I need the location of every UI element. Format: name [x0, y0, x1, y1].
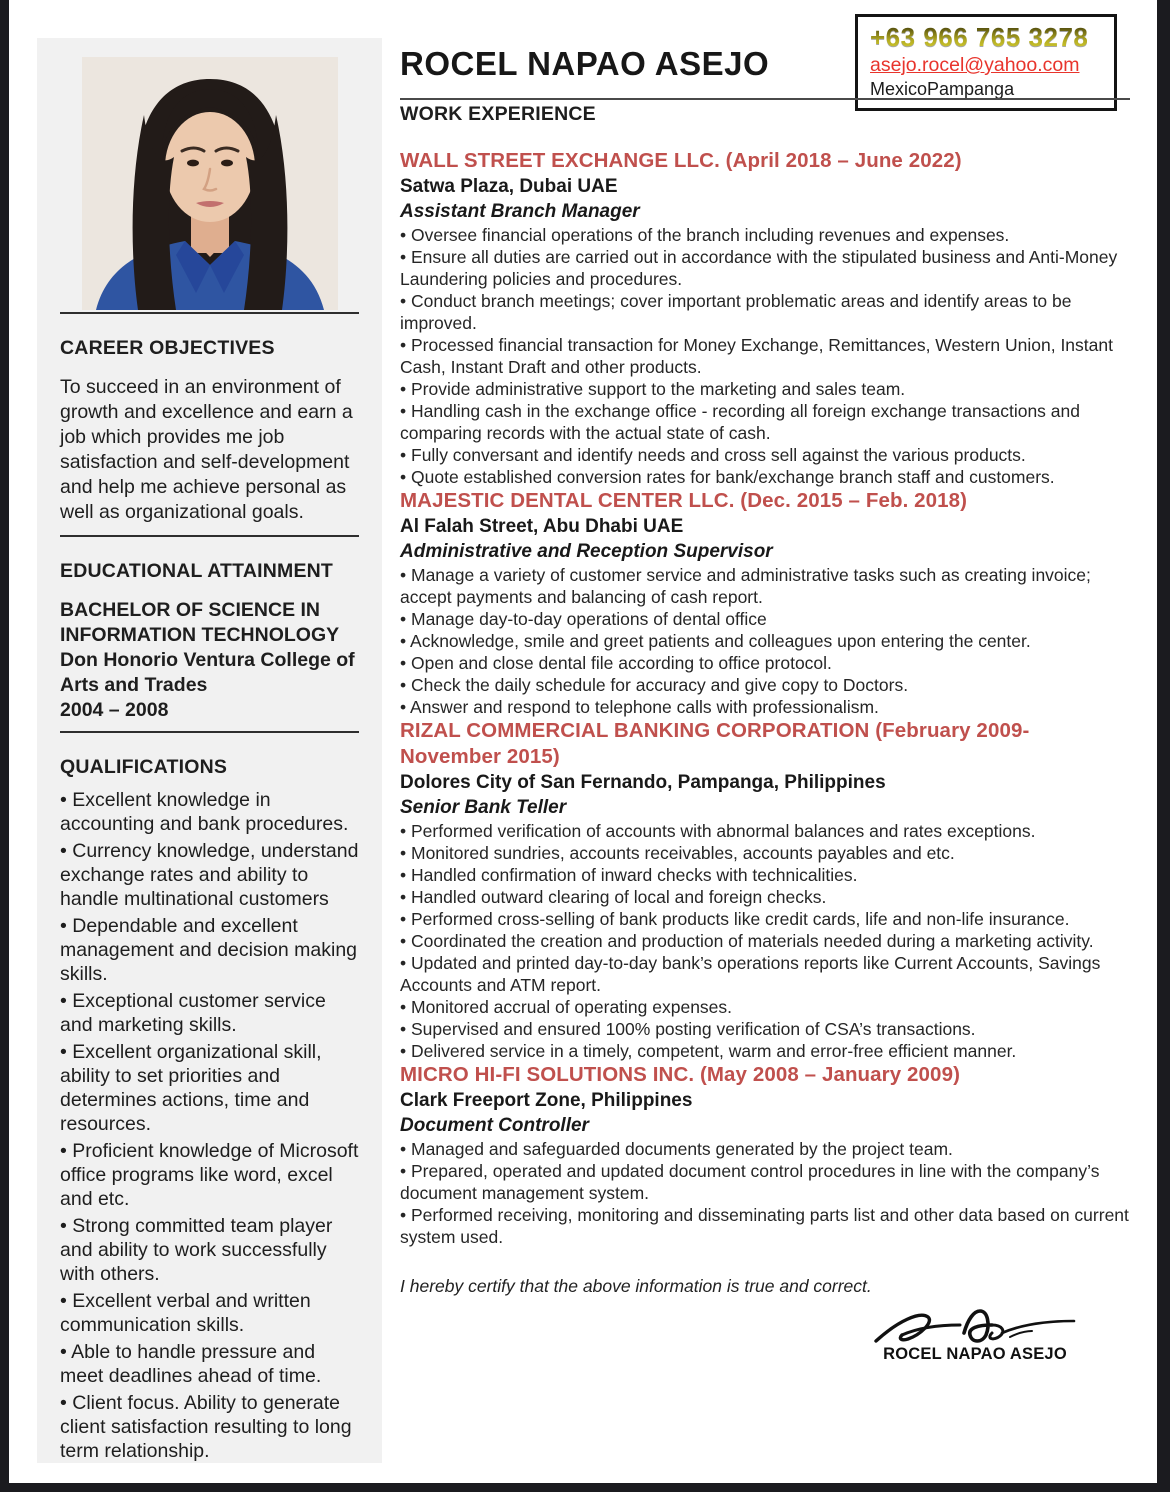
page-edge-bottom: [0, 1483, 1170, 1492]
qualification-item: • Exceptional customer service and marketing skills.: [60, 989, 359, 1037]
job-bullet: • Performed cross-selling of bank products like credit cards, life and non-life insurance.: [400, 908, 1130, 930]
job-bullet: • Acknowledge, smile and greet patients and colleagues upon entering the center.: [400, 630, 1130, 652]
job-section-wall-street: [400, 148, 1130, 488]
qualifications-title: QUALIFICATIONS: [60, 756, 228, 778]
job-bullet: • Conduct branch meetings; cover important problematic areas and identify areas to be improved.: [400, 290, 1130, 334]
qualification-item: • Client focus. Ability to generate client satisfaction resulting to long term relationship.: [60, 1391, 359, 1463]
job-bullet: • Handled outward clearing of local and foreign checks.: [400, 886, 1130, 908]
job-bullet: • Ensure all duties are carried out in accordance with the stipulated business and Anti-Money Laundering policies and procedures.: [400, 246, 1130, 290]
job-bullet: • Oversee financial operations of the branch including revenues and expenses.: [400, 224, 1130, 246]
job-title: RIZAL COMMERCIAL BANKING CORPORATION (February 2009-November 2015): [400, 719, 1030, 768]
job-role: Senior Bank Teller: [400, 797, 567, 818]
sidebar-panel: [37, 38, 382, 1463]
degree-line: BACHELOR OF SCIENCE IN: [60, 599, 321, 621]
qualification-item: • Dependable and excellent management and decision making skills.: [60, 914, 359, 986]
job-section-majestic-dental: [400, 488, 1130, 718]
section-divider: [60, 535, 359, 537]
page-title: ROCEL NAPAO ASEJO: [400, 45, 770, 82]
education-title: EDUCATIONAL ATTAINMENT: [60, 560, 334, 582]
qualification-item: • Proficient knowledge of Microsoft office programs like word, excel and etc.: [60, 1139, 359, 1211]
qualifications-list: [60, 788, 359, 1463]
qualification-item: • Excellent knowledge in accounting and bank procedures.: [60, 788, 359, 836]
certification-statement: I hereby certify that the above information is true and correct.: [400, 1276, 872, 1296]
signature-name: ROCEL NAPAO ASEJO: [883, 1345, 1067, 1363]
location-text: MexicoPampanga: [870, 79, 1015, 99]
job-bullet: • Monitored sundries, accounts receivables, accounts payables and etc.: [400, 842, 1130, 864]
job-bullet: • Processed financial transaction for Money Exchange, Remittances, Western Union, Instant Cash, Instant Draft and other products.: [400, 334, 1130, 378]
qualification-item: • Able to handle pressure and meet deadlines ahead of time.: [60, 1340, 359, 1388]
school-line: Don Honorio Ventura College of: [60, 649, 355, 671]
job-location: Satwa Plaza, Dubai UAE: [400, 176, 618, 197]
job-bullet: • Answer and respond to telephone calls with professionalism.: [400, 696, 1130, 718]
job-role: Assistant Branch Manager: [400, 201, 640, 222]
work-experience-heading: WORK EXPERIENCE: [400, 103, 596, 125]
career-objectives-text: To succeed in an environment of growth and excellence and earn a job which provides me job satisfaction and self-development and help me achieve personal as well as organizational goals.: [60, 376, 353, 523]
job-section-micro-hifi: [400, 1062, 1130, 1248]
job-bullet: • Check the daily schedule for accuracy and give copy to Doctors.: [400, 674, 1130, 696]
job-bullet: • Open and close dental file according to office protocol.: [400, 652, 1130, 674]
degree-line: INFORMATION TECHNOLOGY: [60, 624, 340, 646]
job-title: WALL STREET EXCHANGE LLC. (April 2018 – June 2022): [400, 149, 962, 172]
qualification-item: • Strong committed team player and ability to work successfully with others.: [60, 1214, 359, 1286]
photo-divider: [60, 312, 359, 314]
signature-block: [850, 1303, 1100, 1364]
job-bullet: • Supervised and ensured 100% posting verification of CSA’s transactions.: [400, 1018, 1130, 1040]
job-bullet: • Prepared, operated and updated document control procedures in line with the company’s document management system.: [400, 1160, 1130, 1204]
page-edge-left: [0, 0, 9, 1492]
job-bullet: • Manage day-to-day operations of dental office: [400, 608, 1130, 630]
job-bullet: • Performed verification of accounts with abnormal balances and rates exceptions.: [400, 820, 1130, 842]
job-bullet: • Monitored accrual of operating expenses.: [400, 996, 1130, 1018]
qualification-item: • Currency knowledge, understand exchange rates and ability to handle multinational customers: [60, 839, 359, 911]
job-bullet: • Managed and safeguarded documents generated by the project team.: [400, 1138, 1130, 1160]
job-bullet: • Quote established conversion rates for bank/exchange branch staff and customers.: [400, 466, 1130, 488]
qualification-item: • Excellent verbal and written communication skills.: [60, 1289, 359, 1337]
education-years: 2004 – 2008: [60, 699, 169, 721]
qualification-item: • Excellent organizational skill, ability to set priorities and determines actions, time and resources.: [60, 1040, 359, 1136]
job-location: Dolores City of San Fernando, Pampanga, Philippines: [400, 772, 886, 793]
job-bullet: • Manage a variety of customer service and administrative tasks such as creating invoice; accept payments and balancing of cash report.: [400, 564, 1130, 608]
job-bullet: • Coordinated the creation and production of materials needed during a marketing activity.: [400, 930, 1130, 952]
email-link[interactable]: asejo.rocel@yahoo.com: [870, 54, 1080, 76]
job-bullet: • Provide administrative support to the marketing and sales team.: [400, 378, 1130, 400]
phone-number: +63 966 765 3278: [870, 22, 1102, 53]
career-objectives-title: CAREER OBJECTIVES: [60, 337, 275, 359]
job-title: MAJESTIC DENTAL CENTER LLC. (Dec. 2015 – Feb. 2018): [400, 489, 968, 512]
section-divider: [60, 731, 359, 733]
job-bullet: • Performed receiving, monitoring and disseminating parts list and other data based on current system used.: [400, 1204, 1130, 1248]
job-bullet: • Fully conversant and identify needs and cross sell against the various products.: [400, 444, 1130, 466]
page-edge-right: [1157, 0, 1170, 1492]
job-title: MICRO HI-FI SOLUTIONS INC. (May 2008 – January 2009): [400, 1063, 960, 1086]
education-block: [60, 598, 359, 723]
job-bullet: • Handling cash in the exchange office - recording all foreign exchange transactions and comparing records with the actual state of cash.: [400, 400, 1130, 444]
main-column: [400, 44, 1130, 1364]
job-role: Document Controller: [400, 1115, 589, 1136]
job-role: Administrative and Reception Supervisor: [400, 541, 773, 562]
job-section-rcbc: [400, 718, 1130, 1062]
job-bullet: • Handled confirmation of inward checks with technicalities.: [400, 864, 1130, 886]
job-bullet: • Delivered service in a timely, competent, warm and error-free efficient manner.: [400, 1040, 1130, 1062]
portrait-photo: [82, 57, 338, 310]
job-location: Al Falah Street, Abu Dhabi UAE: [400, 516, 684, 537]
header-divider: [400, 98, 1130, 100]
school-line: Arts and Trades: [60, 674, 208, 696]
job-bullet: • Updated and printed day-to-day bank’s operations reports like Current Accounts, Savings Accounts and ATM report.: [400, 952, 1130, 996]
job-location: Clark Freeport Zone, Philippines: [400, 1090, 693, 1111]
